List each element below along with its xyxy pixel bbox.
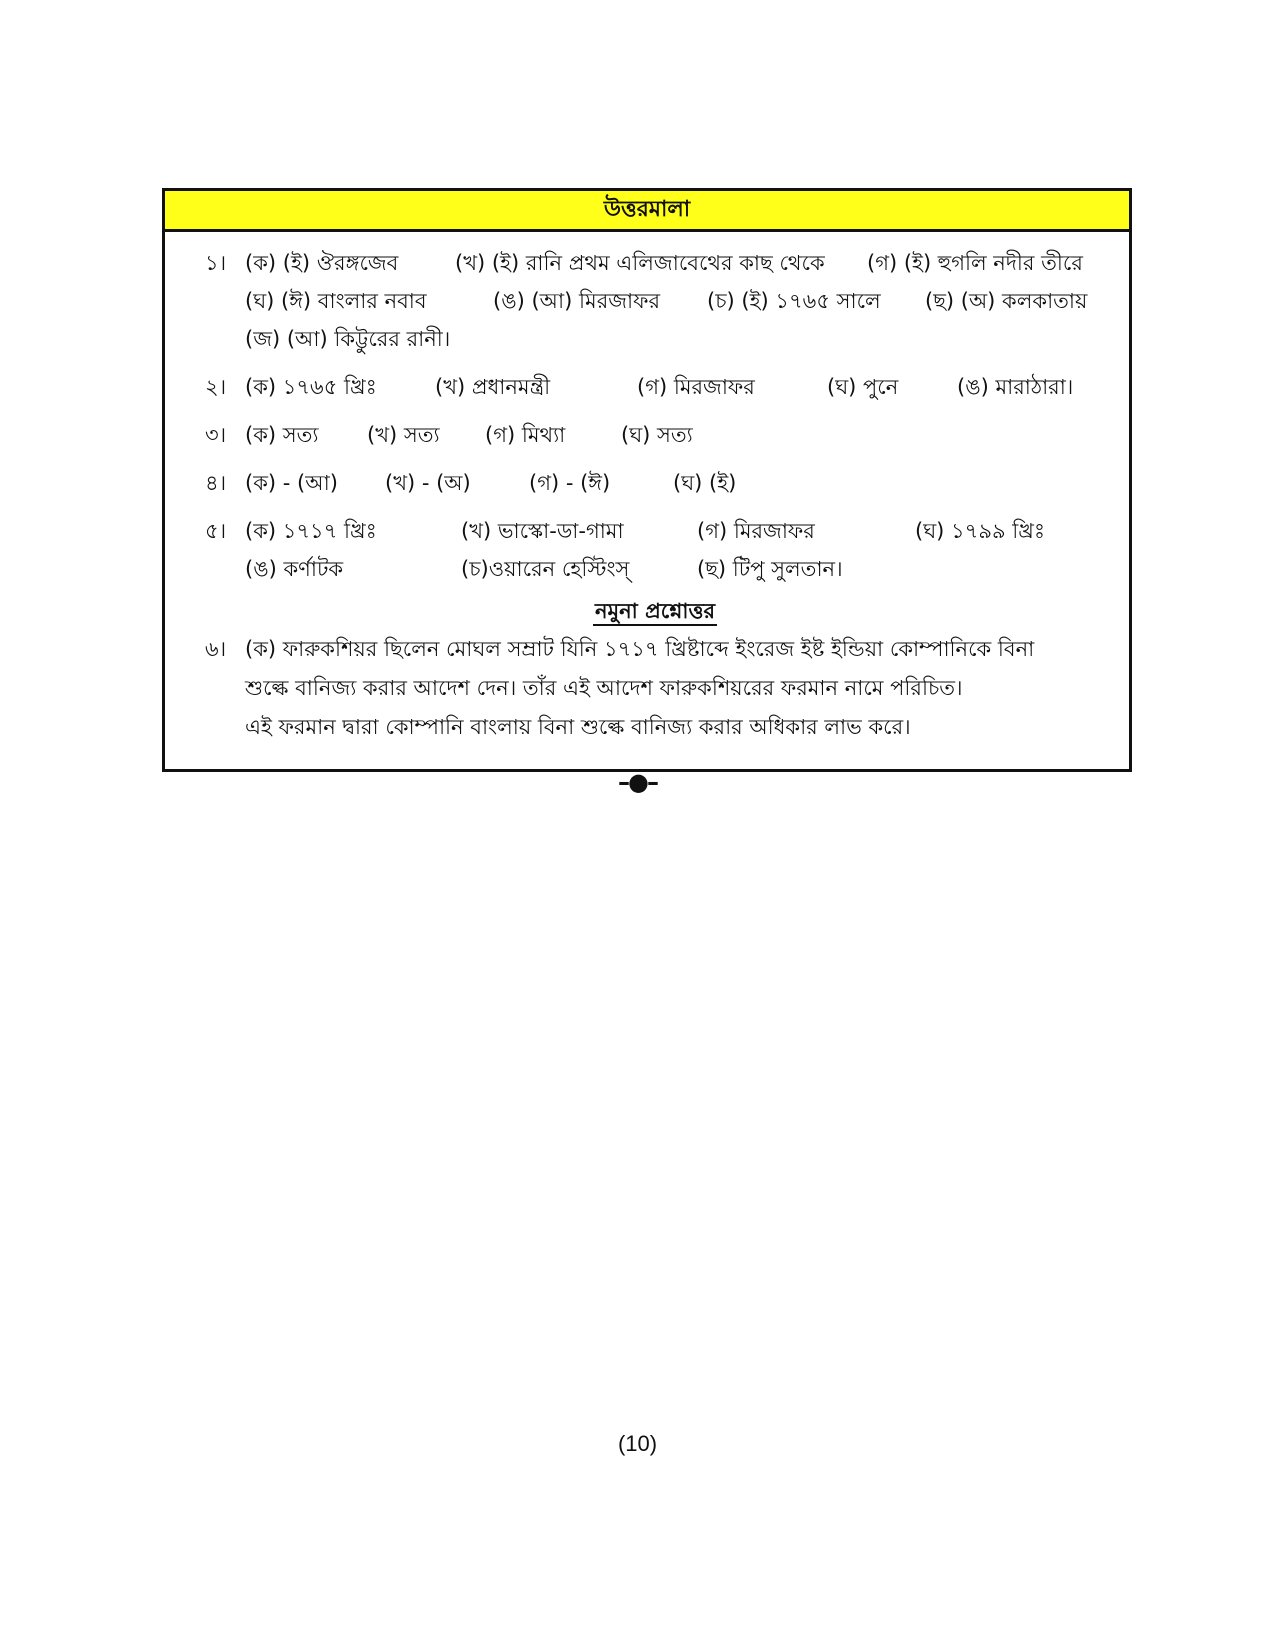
answer-item: (খ) (ই) রানি প্রথম এলিজাবেথের কাছ থেকে xyxy=(455,251,825,275)
answer-item: (ঘ) ১৭৯৯ খ্রিঃ xyxy=(915,519,1046,543)
answer-item: (ঙ) কর্ণাটক xyxy=(245,557,344,581)
answer-3 xyxy=(205,416,1105,454)
answer-5 xyxy=(205,512,1105,588)
answer-key-title: উত্তরমালা xyxy=(165,191,1129,232)
sample-qa-heading xyxy=(205,592,1105,630)
answer-item: (ঘ) পুনে xyxy=(827,375,899,399)
answer-item: (ক) (ই) ঔরঙ্গজেব xyxy=(245,251,399,275)
answer-item: (ছ) (অ) কলকাতায় xyxy=(925,289,1088,313)
answer-item: (খ) ভাস্কো-ডা-গামা xyxy=(461,519,624,543)
answer-item: (ঘ) (ই) xyxy=(673,471,737,495)
question-number: ৩। xyxy=(205,423,227,447)
answer-box xyxy=(162,188,1132,772)
answer-item: (ঙ) মারাঠারা। xyxy=(957,375,1074,399)
answer-1 xyxy=(205,244,1105,358)
answer-item: (ছ) টিপু সুলতান। xyxy=(697,557,843,581)
answer-item: (ঘ) (ঈ) বাংলার নবাব xyxy=(245,289,427,313)
answer-6 xyxy=(205,630,1105,747)
answer-item: (গ) মিরজাফর xyxy=(637,375,755,399)
answer-item: (ঙ) (আ) মিরজাফর xyxy=(493,289,661,313)
answer-item: (খ) প্রধানমন্ত্রী xyxy=(435,375,551,399)
answer-item: (জ) (আ) কিট্টুরের রানী। xyxy=(245,327,451,351)
sample-qa-heading-text: নমুনা প্রশ্নোত্তর xyxy=(593,599,717,626)
answer-item: (ক) ১৭১৭ খ্রিঃ xyxy=(245,519,377,543)
answer-item: (খ) - (অ) xyxy=(385,471,471,495)
question-number: ৫। xyxy=(205,519,227,543)
answer-item: (ঘ) সত্য xyxy=(621,423,693,447)
answer-item: (ক) ১৭৬৫ খ্রিঃ xyxy=(245,375,377,399)
answer-item: (গ) মিরজাফর xyxy=(697,519,815,543)
answer-2 xyxy=(205,368,1105,406)
answer-item: (খ) সত্য xyxy=(367,423,440,447)
question-number: ২। xyxy=(205,375,227,399)
question-number: ৬। xyxy=(205,637,227,661)
question-number: ১। xyxy=(205,251,227,275)
answer-item: (চ)ওয়ারেন হেস্টিংস্ xyxy=(461,557,630,581)
answer-item: (গ) - (ঈ) xyxy=(529,471,611,495)
paragraph-line: এই ফরমান দ্বারা কোম্পানি বাংলায় বিনা শুল্কে বানিজ্য করার অধিকার লাভ করে। xyxy=(245,715,911,739)
answer-item: (গ) (ই) হুগলি নদীর তীরে xyxy=(867,251,1083,275)
answer-body xyxy=(165,232,1129,747)
question-number: ৪। xyxy=(205,471,227,495)
paragraph-line: শুল্কে বানিজ্য করার আদেশ দেন। তাঁর এই আদেশ ফারুকশিয়রের ফরমান নামে পরিচিত। xyxy=(245,676,963,700)
section-end-mark: –●– xyxy=(618,768,657,796)
answer-item: (চ) (ই) ১৭৬৫ সালে xyxy=(707,289,881,313)
page-number: (10) xyxy=(617,1431,658,1456)
answer-4 xyxy=(205,464,1105,502)
answer-item: (গ) মিথ্যা xyxy=(485,423,566,447)
answer-item: (ক) সত্য xyxy=(245,423,319,447)
answer-item: (ক) - (আ) xyxy=(245,471,338,495)
paragraph-line: (ক) ফারুকশিয়র ছিলেন মোঘল সম্রাট যিনি ১৭১৭ খ্রিষ্টাব্দে ইংরেজ ইষ্ট ইন্ডিয়া কোম্পানিকে বিনা xyxy=(245,637,1035,661)
